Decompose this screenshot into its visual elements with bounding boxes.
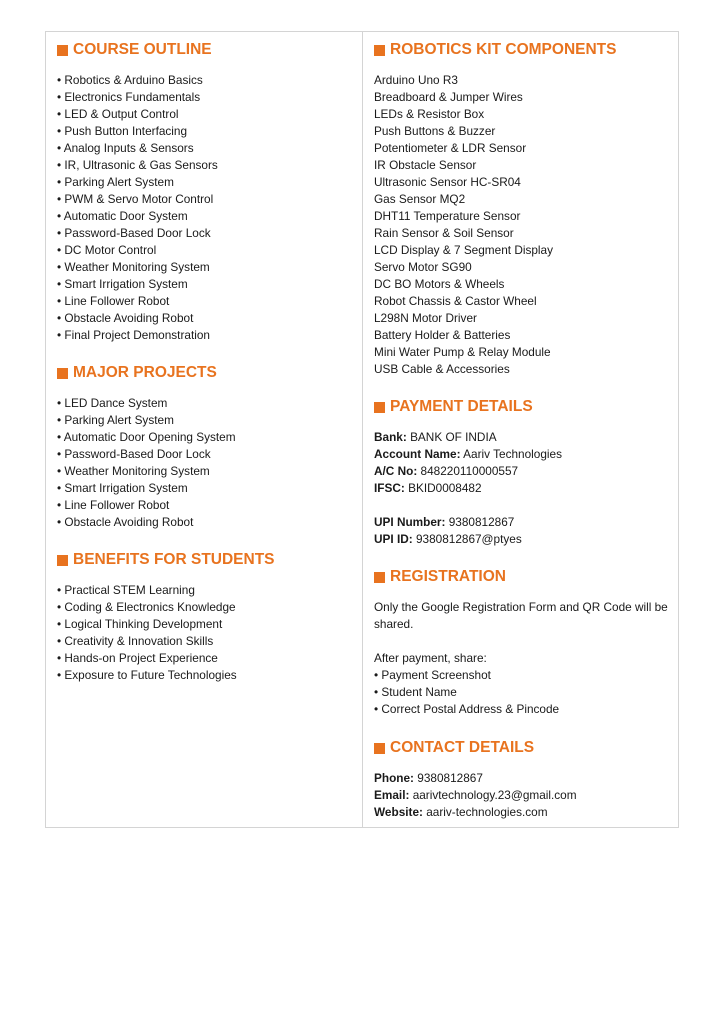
- email-value: aarivtechnology.23@gmail.com: [412, 788, 577, 802]
- list-item: • Exposure to Future Technologies: [57, 668, 237, 682]
- list-item: • Coding & Electronics Knowledge: [57, 600, 236, 614]
- list-item: • Robotics & Arduino Basics: [57, 73, 203, 87]
- list-item: • Creativity & Innovation Skills: [57, 634, 214, 648]
- list-item: Servo Motor SG90: [374, 260, 472, 274]
- major-projects-section: [57, 363, 353, 531]
- ifsc-value: BKID0008482: [408, 481, 482, 495]
- account-name-value: Aariv Technologies: [463, 447, 562, 461]
- list-item: • Push Button Interfacing: [57, 124, 188, 138]
- ifsc-label: IFSC:: [374, 481, 405, 495]
- phone-label: Phone:: [374, 771, 414, 785]
- email-row: [374, 787, 674, 804]
- list-item: • Automatic Door Opening System: [57, 430, 236, 444]
- ifsc-row: [374, 480, 674, 497]
- list-item: Arduino Uno R3: [374, 73, 458, 87]
- payment-title: PAYMENT DETAILS: [390, 398, 533, 415]
- website-row: [374, 804, 674, 821]
- registration-section: [374, 567, 669, 718]
- square-bullet-icon: [374, 743, 385, 754]
- payment-details: [374, 429, 674, 548]
- major-projects-title: MAJOR PROJECTS: [73, 364, 217, 381]
- course-outline-title: COURSE OUTLINE: [73, 41, 212, 58]
- ac-no-label: A/C No:: [374, 464, 418, 478]
- course-outline-list: [57, 72, 353, 344]
- ac-no-row: [374, 463, 674, 480]
- list-item: • Smart Irrigation System: [57, 481, 188, 495]
- square-bullet-icon: [374, 402, 385, 413]
- bank-value: BANK OF INDIA: [410, 430, 497, 444]
- website-label: Website:: [374, 805, 423, 819]
- list-item: • IR, Ultrasonic & Gas Sensors: [57, 158, 218, 172]
- square-bullet-icon: [374, 45, 385, 56]
- payment-section: [374, 397, 674, 548]
- list-item: • Correct Postal Address & Pincode: [374, 702, 560, 716]
- upi-number-label: UPI Number:: [374, 515, 446, 529]
- list-item: • Logical Thinking Development: [57, 617, 223, 631]
- upi-id-label: UPI ID:: [374, 532, 413, 546]
- list-item: • Analog Inputs & Sensors: [57, 141, 194, 155]
- square-bullet-icon: [57, 45, 68, 56]
- list-item: • Smart Irrigation System: [57, 277, 188, 291]
- contact-title: CONTACT DETAILS: [390, 739, 535, 756]
- list-item: • Student Name: [374, 685, 457, 699]
- course-outline-section: [57, 40, 353, 344]
- list-item: • Line Follower Robot: [57, 498, 170, 512]
- phone-row: [374, 770, 674, 787]
- content-frame: [45, 31, 679, 828]
- list-item: USB Cable & Accessories: [374, 362, 510, 376]
- account-name-row: [374, 446, 674, 463]
- spacer: [374, 497, 674, 514]
- list-item: • Weather Monitoring System: [57, 464, 210, 478]
- list-item: IR Obstacle Sensor: [374, 158, 477, 172]
- account-name-label: Account Name:: [374, 447, 461, 461]
- list-item: Potentiometer & LDR Sensor: [374, 141, 527, 155]
- contact-heading: [374, 738, 674, 758]
- square-bullet-icon: [57, 555, 68, 566]
- benefits-heading: [57, 550, 353, 570]
- list-item: • Practical STEM Learning: [57, 583, 195, 597]
- list-item: Gas Sensor MQ2: [374, 192, 466, 206]
- list-item: Push Buttons & Buzzer: [374, 124, 496, 138]
- bank-row: [374, 429, 674, 446]
- list-item: L298N Motor Driver: [374, 311, 477, 325]
- registration-note: Only the Google Registration Form and QR Code will be shared.: [374, 600, 668, 631]
- list-item: • Password-Based Door Lock: [57, 226, 211, 240]
- kit-components-title: ROBOTICS KIT COMPONENTS: [390, 41, 617, 58]
- benefits-title: BENEFITS FOR STUDENTS: [73, 551, 275, 568]
- kit-components-list: [374, 72, 674, 378]
- benefits-section: [57, 550, 353, 684]
- after-payment-text: After payment, share:: [374, 651, 487, 665]
- list-item: • Password-Based Door Lock: [57, 447, 211, 461]
- column-divider: [362, 32, 363, 827]
- list-item: • PWM & Servo Motor Control: [57, 192, 214, 206]
- upi-number-row: [374, 514, 674, 531]
- benefits-list: [57, 582, 353, 684]
- registration-title: REGISTRATION: [390, 568, 506, 585]
- major-projects-list: [57, 395, 353, 531]
- website-value: aariv-technologies.com: [426, 805, 548, 819]
- upi-number-value: 9380812867: [448, 515, 515, 529]
- registration-heading: [374, 567, 669, 587]
- list-item: LCD Display & 7 Segment Display: [374, 243, 553, 257]
- list-item: • Weather Monitoring System: [57, 260, 210, 274]
- ac-no-value: 848220110000557: [420, 464, 519, 478]
- kit-components-section: [374, 40, 674, 378]
- list-item: LEDs & Resistor Box: [374, 107, 485, 121]
- list-item: • LED & Output Control: [57, 107, 179, 121]
- phone-value: 9380812867: [417, 771, 483, 785]
- list-item: Breadboard & Jumper Wires: [374, 90, 523, 104]
- contact-details: [374, 770, 674, 821]
- list-item: Battery Holder & Batteries: [374, 328, 511, 342]
- list-item: • DC Motor Control: [57, 243, 157, 257]
- email-label: Email:: [374, 788, 410, 802]
- list-item: • Parking Alert System: [57, 175, 174, 189]
- registration-body: [374, 599, 669, 718]
- square-bullet-icon: [374, 572, 385, 583]
- share-list: [374, 667, 669, 718]
- list-item: Rain Sensor & Soil Sensor: [374, 226, 514, 240]
- list-item: DC BO Motors & Wheels: [374, 277, 505, 291]
- course-outline-heading: [57, 40, 353, 60]
- list-item: • Parking Alert System: [57, 413, 174, 427]
- list-item: • Obstacle Avoiding Robot: [57, 515, 194, 529]
- list-item: Ultrasonic Sensor HC-SR04: [374, 175, 521, 189]
- payment-heading: [374, 397, 674, 417]
- kit-components-heading: [374, 40, 674, 60]
- upi-id-value: 9380812867@ptyes: [415, 532, 522, 546]
- upi-id-row: [374, 531, 674, 548]
- spacer: [374, 633, 669, 650]
- list-item: • Hands-on Project Experience: [57, 651, 218, 665]
- bank-label: Bank:: [374, 430, 407, 444]
- list-item: • LED Dance System: [57, 396, 168, 410]
- list-item: • Automatic Door System: [57, 209, 188, 223]
- major-projects-heading: [57, 363, 353, 383]
- list-item: Robot Chassis & Castor Wheel: [374, 294, 537, 308]
- list-item: DHT11 Temperature Sensor: [374, 209, 521, 223]
- list-item: • Final Project Demonstration: [57, 328, 210, 342]
- list-item: • Obstacle Avoiding Robot: [57, 311, 194, 325]
- list-item: • Line Follower Robot: [57, 294, 170, 308]
- list-item: • Electronics Fundamentals: [57, 90, 201, 104]
- list-item: Mini Water Pump & Relay Module: [374, 345, 551, 359]
- list-item: • Payment Screenshot: [374, 668, 491, 682]
- square-bullet-icon: [57, 368, 68, 379]
- contact-section: [374, 738, 674, 821]
